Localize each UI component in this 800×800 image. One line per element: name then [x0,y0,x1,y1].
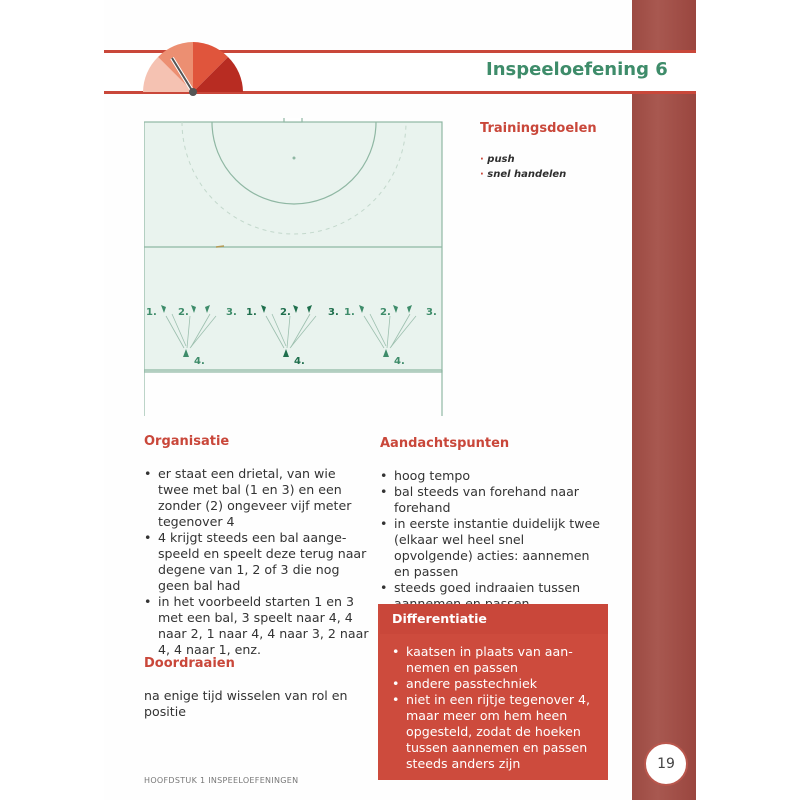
player-label: 1. [344,307,355,318]
difficulty-gauge-icon [140,40,246,96]
differentiatie-list [392,644,600,772]
list-item: • andere passtechniek [392,676,600,692]
list-item: • in het voorbeeld starten 1 en 3 met een bal, 3 speelt naar 4, 4 naar 2, 1 naar 4, 4 naar 3, 2 naar 4, 4 naar 1, enz. [144,594,370,658]
list-item: • bal steeds van forehand naar forehand [380,484,606,516]
goals-heading: Trainingsdoelen [480,121,597,136]
player-label: 2. [280,307,291,318]
differentiatie-heading: Differentiatie [392,611,487,626]
page-title: Inspeeloefening 6 [486,59,668,80]
player-label: 3. [226,307,237,318]
player-label: 4. [394,356,405,367]
player-label: 4. [294,356,305,367]
list-item: • hoog tempo [380,468,606,484]
list-item: • 4 krijgt steeds een bal aange-speeld en speelt deze terug naar degene van 1, 2 of 3 die nog geen bal had [144,530,370,594]
list-item: • steeds goed indraaien tussen [380,580,606,612]
doordraaien-heading: Doordraaien [144,656,235,671]
goal-item: · snel handelen [480,167,566,182]
goals-list [480,152,566,182]
player-label: 1. [146,307,157,318]
aandachtspunten-heading: Aandachtspunten [380,436,510,451]
player-label: 1. [246,307,257,318]
doordraaien-text: na enige tijd wisselen van rol en positie [144,688,348,719]
list-item: • er staat een drietal, van wie twee met bal (1 en 3) en een zonder (2) ongeveer vijf meter tegenover 4 [144,466,370,530]
list-item: • in eerste instantie duidelijk twee (elkaar wel heel snel opvolgende) acties: aannemen en passen [380,516,606,580]
list-item: • kaatsen in plaats van aan-nemen en passen [392,644,600,676]
field-diagram [144,118,444,416]
footer-text: HOOFDSTUK 1 INSPEELOEFENINGEN [144,776,299,785]
organisatie-heading: Organisatie [144,434,230,449]
organisatie-list [144,466,370,658]
goal-item: · push [480,152,566,167]
player-label: 3. [426,307,437,318]
player-label: 2. [380,307,391,318]
aandachtspunten-list [380,468,606,612]
sidebar-strip [632,0,696,800]
player-label: 2. [178,307,189,318]
list-item: • niet in een rijtje tegenover 4, maar meer om hem heen opgesteld, zodat de hoeken tussen aannemen en passen steeds anders zijn [392,692,600,772]
player-label: 3. [328,307,339,318]
page-number: 19 [644,742,688,786]
player-label: 4. [194,356,205,367]
